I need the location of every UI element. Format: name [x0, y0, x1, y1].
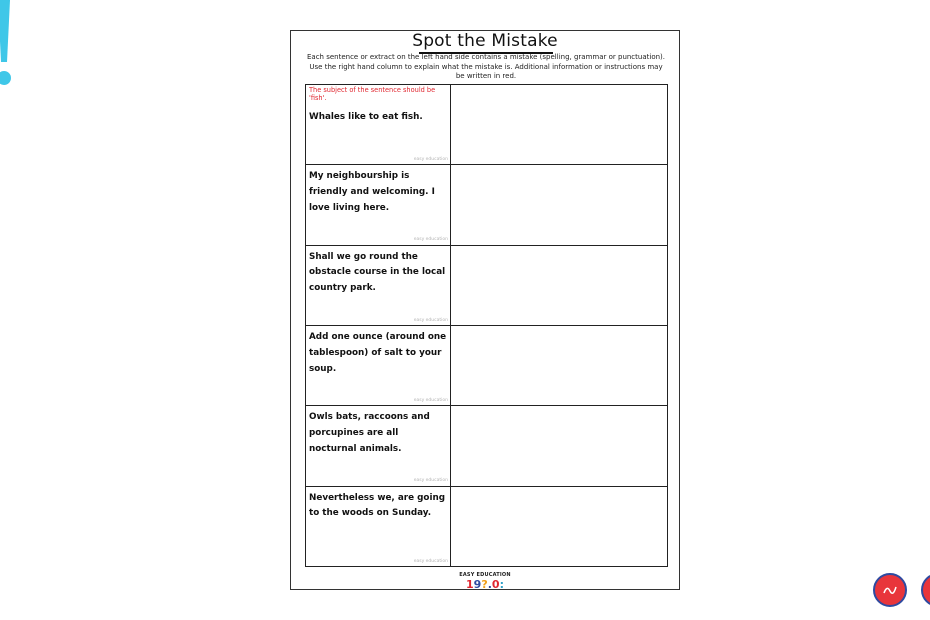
table-row [306, 406, 668, 486]
easy-education-logo [291, 572, 679, 590]
answer-cell[interactable] [451, 85, 668, 165]
sentence-cell [306, 406, 451, 486]
logo-top-text: EASY EDUCATION [459, 572, 511, 578]
sentence-text: Owls bats, raccoons and porcupines are all nocturnal animals. [309, 412, 430, 454]
answer-cell[interactable] [451, 486, 668, 566]
exclamation-mark-decoration [0, 0, 14, 90]
sentence-cell [306, 165, 451, 245]
answer-cell[interactable] [451, 325, 668, 405]
worksheet-instructions: Each sentence or extract on the left hand side contains a mistake (spelling, grammar or punctuation). Use the right hand column to explain what the mistake is. Additional information or instructions may be written in red. [306, 53, 665, 80]
sentence-cell [306, 486, 451, 566]
answer-cell[interactable] [451, 245, 668, 325]
worksheet-page [290, 30, 680, 590]
sentence-cell [306, 85, 451, 165]
worksheet-title: Spot the Mistake [412, 31, 558, 51]
mistake-table [305, 84, 668, 567]
table-row [306, 165, 668, 245]
watermark: easy education [413, 558, 448, 564]
answer-cell[interactable] [451, 406, 668, 486]
sentence-text: Whales like to eat fish. [309, 112, 423, 123]
table-row [306, 245, 668, 325]
scribble-icon [881, 581, 899, 599]
sentence-text: Add one ounce (around one tablespoon) of salt to your soup. [309, 331, 447, 374]
watermark: easy education [413, 397, 448, 403]
brand-badge-button[interactable] [873, 573, 907, 607]
watermark: easy education [413, 237, 448, 243]
watermark: easy education [413, 317, 448, 323]
sentence-text: Nevertheless we, are going to the woods on Sunday. [309, 492, 446, 519]
sentence-cell [306, 325, 451, 405]
logo-mark: 19?.0: [466, 578, 504, 591]
sentence-text: My neighbourship is friendly and welcoming. I love living here. [309, 171, 435, 213]
sentence-cell [306, 245, 451, 325]
sentence-text: Shall we go round the obstacle course in the local country park. [309, 251, 446, 294]
brand-badge-button-secondary[interactable] [921, 573, 930, 607]
table-row [306, 85, 668, 165]
watermark: easy education [413, 478, 448, 484]
watermark: easy education [413, 157, 448, 162]
answer-cell[interactable] [451, 165, 668, 245]
table-row [306, 325, 668, 405]
table-row [306, 486, 668, 566]
hint-text: The subject of the sentence should be 'fish'. [309, 86, 436, 102]
